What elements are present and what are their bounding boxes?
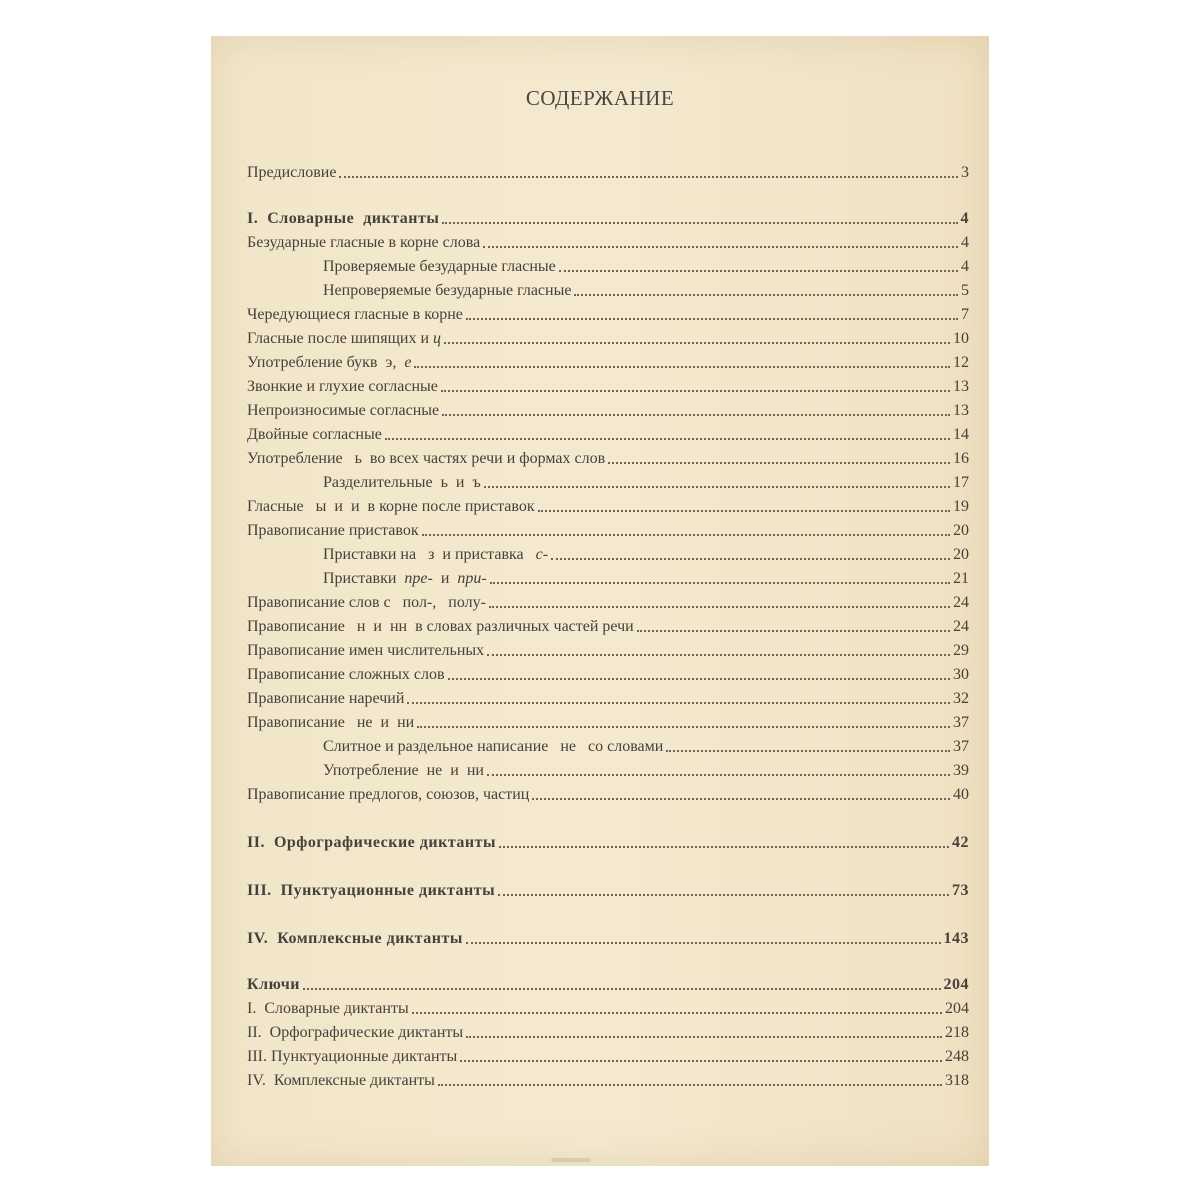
dot-leader bbox=[499, 846, 949, 848]
toc-entry bbox=[247, 446, 969, 468]
dot-leader bbox=[538, 510, 950, 512]
dot-leader bbox=[412, 1012, 942, 1014]
dot-leader bbox=[666, 750, 950, 752]
page-number: 13 bbox=[953, 402, 969, 419]
page-number: 204 bbox=[943, 976, 969, 993]
toc-entry bbox=[247, 398, 969, 420]
page-number: 21 bbox=[953, 570, 969, 587]
page-number: 24 bbox=[953, 618, 969, 635]
toc-entry-title: II. Орфографические диктанты bbox=[247, 1024, 464, 1041]
page-number: 218 bbox=[945, 1024, 969, 1041]
dot-leader bbox=[417, 726, 950, 728]
dot-leader bbox=[444, 342, 950, 344]
toc-entry-title: I. Словарные диктанты bbox=[247, 210, 440, 227]
dot-leader bbox=[442, 414, 950, 416]
dot-leader bbox=[466, 1036, 942, 1038]
page-number: 24 bbox=[953, 594, 969, 611]
toc-entry-title: Употребление букв э, е bbox=[247, 354, 412, 371]
dot-leader bbox=[608, 462, 950, 464]
page-number: 32 bbox=[953, 690, 969, 707]
dot-leader bbox=[303, 988, 941, 990]
toc-entry-title: Ключи bbox=[247, 976, 300, 993]
dot-leader bbox=[339, 176, 958, 178]
dot-leader bbox=[466, 318, 958, 320]
page-number: 13 bbox=[953, 378, 969, 395]
dot-leader bbox=[466, 942, 941, 944]
page-number: 17 bbox=[953, 474, 969, 491]
toc-entry-title: Проверяемые безударные гласные bbox=[323, 258, 556, 275]
page-number: 40 bbox=[953, 786, 969, 803]
toc-entry-title: Правописание слов с пол-, полу- bbox=[247, 594, 486, 611]
toc-entry bbox=[247, 686, 969, 708]
page-number: 7 bbox=[961, 306, 969, 323]
page-number: 30 bbox=[953, 666, 969, 683]
page-number: 12 bbox=[953, 354, 969, 371]
toc-entry bbox=[323, 758, 969, 780]
dot-leader bbox=[487, 654, 950, 656]
dot-leader bbox=[498, 894, 949, 896]
paper-scuff bbox=[551, 1158, 591, 1162]
dot-leader bbox=[460, 1060, 942, 1062]
toc-entry-title: Употребление не и ни bbox=[323, 762, 484, 779]
page-number: 39 bbox=[953, 762, 969, 779]
toc-entry bbox=[247, 374, 969, 396]
page-number: 4 bbox=[960, 210, 969, 227]
page-number: 5 bbox=[961, 282, 969, 299]
toc-entry bbox=[247, 878, 969, 900]
toc-entry-title: Правописание н и нн в словах различных частей речи bbox=[247, 618, 634, 635]
toc-entry bbox=[247, 302, 969, 324]
page-number: 4 bbox=[961, 258, 969, 275]
page-number: 37 bbox=[953, 738, 969, 755]
toc-entry bbox=[247, 1068, 969, 1090]
toc-entry-title: Разделительные ь и ъ bbox=[323, 474, 481, 491]
toc-entry bbox=[247, 494, 969, 516]
page-number: 19 bbox=[953, 498, 969, 515]
toc-entry-title: Приставки на з и приставка с- bbox=[323, 546, 549, 563]
toc-entry-title: Правописание не и ни bbox=[247, 714, 415, 731]
page-number: 4 bbox=[961, 234, 969, 251]
toc-entry bbox=[247, 518, 969, 540]
toc-entry-title: Правописание имен числительных bbox=[247, 642, 485, 659]
toc-entry bbox=[247, 1020, 969, 1042]
page-number: 318 bbox=[945, 1072, 969, 1089]
toc-entry bbox=[247, 972, 969, 994]
page-number: 204 bbox=[945, 1000, 969, 1017]
page-number: 42 bbox=[952, 834, 969, 851]
dot-leader bbox=[559, 270, 958, 272]
toc-entry bbox=[247, 996, 969, 1018]
toc-entry bbox=[247, 926, 969, 948]
dot-leader bbox=[442, 222, 957, 224]
dot-leader bbox=[484, 486, 950, 488]
dot-leader bbox=[441, 390, 950, 392]
dot-leader bbox=[487, 774, 950, 776]
toc-entry bbox=[323, 734, 969, 756]
toc-entry-title: Правописание наречий bbox=[247, 690, 405, 707]
toc-entry-title: Слитное и раздельное написание не со словами bbox=[323, 738, 664, 755]
toc-entry-title: II. Орфографические диктанты bbox=[247, 834, 496, 851]
toc-entry bbox=[247, 206, 969, 228]
dot-leader bbox=[483, 246, 958, 248]
toc-entry-title: Приставки пре- и при- bbox=[323, 570, 487, 587]
toc-entry bbox=[247, 638, 969, 660]
dot-leader bbox=[551, 558, 950, 560]
page-number: 73 bbox=[952, 882, 969, 899]
toc-entry bbox=[247, 350, 969, 372]
toc-entry bbox=[247, 782, 969, 804]
toc-entry-title: Чередующиеся гласные в корне bbox=[247, 306, 463, 323]
toc-entry-title: Двойные согласные bbox=[247, 426, 382, 443]
toc-entry bbox=[323, 278, 969, 300]
page-number: 20 bbox=[953, 546, 969, 563]
dot-leader bbox=[448, 678, 950, 680]
toc-entry bbox=[247, 160, 969, 182]
toc-entry-title: Употребление ь во всех частях речи и формах слов bbox=[247, 450, 606, 467]
dot-leader bbox=[532, 798, 950, 800]
toc-entry bbox=[323, 254, 969, 276]
page-number: 143 bbox=[943, 930, 969, 947]
toc-entry-title: III. Пунктуационные диктанты bbox=[247, 1048, 458, 1065]
toc-entry-title: Правописание сложных слов bbox=[247, 666, 445, 683]
page-number: 20 bbox=[953, 522, 969, 539]
page-number: 29 bbox=[953, 642, 969, 659]
dot-leader bbox=[385, 438, 950, 440]
page-number: 248 bbox=[945, 1048, 969, 1065]
toc-entry bbox=[323, 566, 969, 588]
dot-leader bbox=[489, 606, 950, 608]
toc-entry bbox=[247, 230, 969, 252]
toc-entry bbox=[323, 542, 969, 564]
page-number: 14 bbox=[953, 426, 969, 443]
book-page bbox=[211, 36, 989, 1166]
dot-leader bbox=[407, 702, 950, 704]
dot-leader bbox=[438, 1084, 942, 1086]
toc-entry-title: Звонкие и глухие согласные bbox=[247, 378, 438, 395]
toc-entry-title: Непроверяемые безударные гласные bbox=[323, 282, 572, 299]
dot-leader bbox=[414, 366, 950, 368]
dot-leader bbox=[574, 294, 958, 296]
dot-leader bbox=[490, 582, 950, 584]
toc-entry-title: Предисловие bbox=[247, 164, 337, 181]
dot-leader bbox=[422, 534, 950, 536]
toc-entry bbox=[247, 710, 969, 732]
page-number: 3 bbox=[961, 164, 969, 181]
page-number: 37 bbox=[953, 714, 969, 731]
toc-entry-title: I. Словарные диктанты bbox=[247, 1000, 409, 1017]
toc-entry-title: Правописание приставок bbox=[247, 522, 419, 539]
toc-entry bbox=[247, 1044, 969, 1066]
toc-entry bbox=[247, 830, 969, 852]
toc-entry-title: Гласные ы и и в корне после приставок bbox=[247, 498, 535, 515]
dot-leader bbox=[637, 630, 950, 632]
toc-entry bbox=[323, 470, 969, 492]
toc-entry-title: III. Пунктуационные диктанты bbox=[247, 882, 496, 899]
toc-entry-title: IV. Комплексные диктанты bbox=[247, 1072, 435, 1089]
toc-entry bbox=[247, 422, 969, 444]
toc-entry-title: Правописание предлогов, союзов, частиц bbox=[247, 786, 530, 803]
toc-entry-title: Гласные после шипящих и ц bbox=[247, 330, 442, 347]
toc-entry bbox=[247, 662, 969, 684]
toc-entry-title: IV. Комплексные диктанты bbox=[247, 930, 463, 947]
page-number: 10 bbox=[953, 330, 969, 347]
toc-entry bbox=[247, 326, 969, 348]
page-title: СОДЕРЖАНИЕ bbox=[525, 86, 675, 110]
toc-entry-title: Непроизносимые согласные bbox=[247, 402, 440, 419]
toc-entry bbox=[247, 590, 969, 612]
toc-entry-title: Безударные гласные в корне слова bbox=[247, 234, 481, 251]
page-number: 16 bbox=[953, 450, 969, 467]
toc-entry bbox=[247, 614, 969, 636]
